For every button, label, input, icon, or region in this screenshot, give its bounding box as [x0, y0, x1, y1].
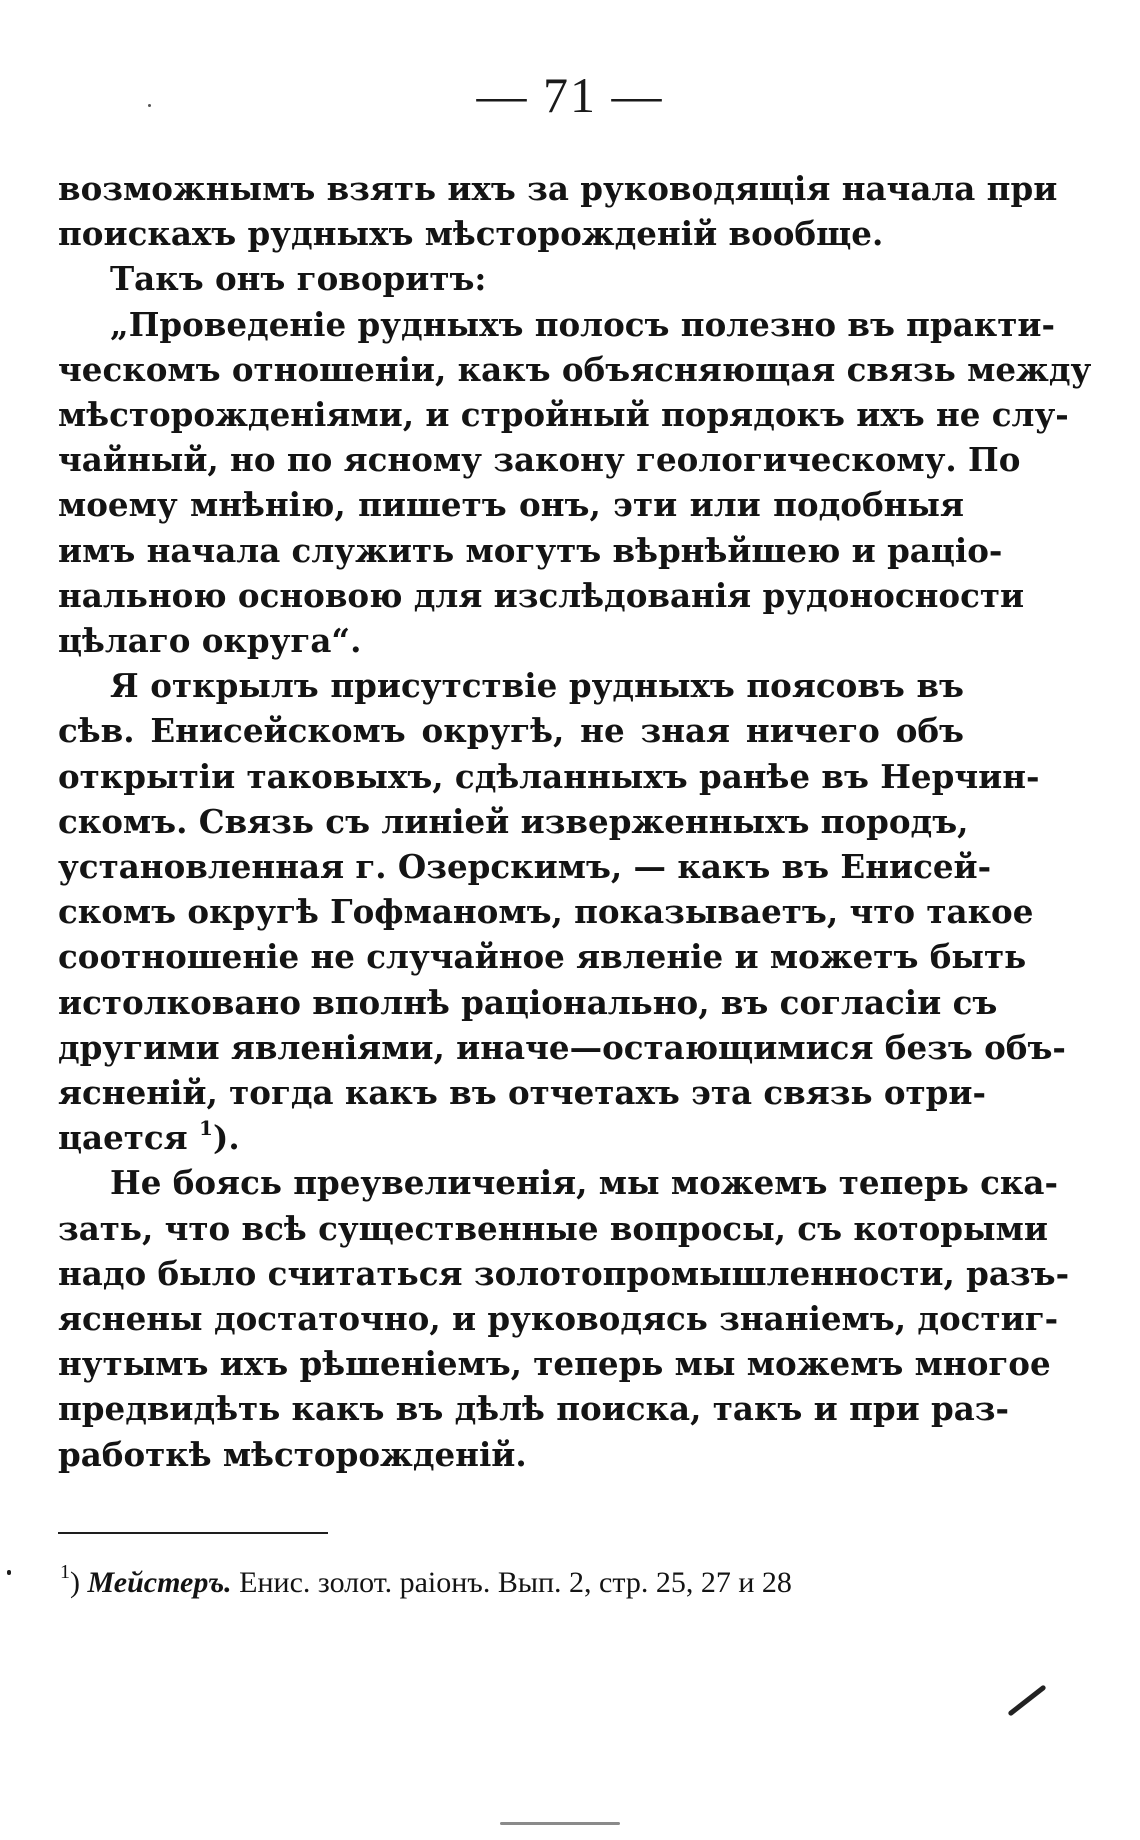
- text-line: предвидѣть какъ въ дѣлѣ поиска, такъ и при раз-: [58, 1389, 1010, 1429]
- text-line-fragment: цается: [58, 1118, 188, 1158]
- footnote-marker-close: ): [70, 1566, 80, 1599]
- footnote-reference[interactable]: 1: [199, 1116, 213, 1141]
- text-line: возможнымъ взять ихъ за руководящія начала при: [58, 169, 1058, 208]
- text-line: соотношеніе не случайное явленіе и можетъ быть: [58, 937, 1027, 977]
- ink-mark: [1007, 1684, 1046, 1716]
- footnote-marker: 1: [60, 1561, 70, 1583]
- scan-speck: [7, 1570, 11, 1575]
- text-line: установленная г. Озерскимъ, — какъ въ Енисей-: [58, 847, 992, 887]
- text-line: Я открылъ присутствіе рудныхъ поясовъ въ: [110, 666, 964, 706]
- body-text: [58, 166, 1092, 1477]
- text-line: поискахъ рудныхъ мѣсторожденій вообще.: [58, 214, 884, 254]
- text-line: истолковано вполнѣ раціонально, въ согласіи съ: [58, 982, 998, 1022]
- footnote-author: Мейстеръ.: [87, 1566, 232, 1599]
- footnote-reference-close: ).: [212, 1118, 240, 1158]
- quote-line: цѣлаго округа“.: [58, 621, 362, 661]
- scan-speck: [148, 104, 151, 107]
- quote-line: нальною основою для изслѣдованія рудоносности: [58, 575, 1025, 615]
- footnote-separator: [58, 1532, 328, 1534]
- text-line: зать, что всѣ существенные вопросы, съ которыми: [58, 1208, 1048, 1248]
- text-line: [58, 1115, 964, 1160]
- text-line: Не боясь преувеличенія, мы можемъ теперь ска-: [110, 1163, 1058, 1203]
- quote-line: чайный, но по ясному закону геологическому. По: [58, 440, 1021, 480]
- text-line: сѣв. Енисейскомъ округѣ, не зная ничего объ: [58, 711, 964, 751]
- text-line: ясненій, тогда какъ въ отчетахъ эта связь отри-: [58, 1073, 986, 1113]
- text-line: скомъ округѣ Гофманомъ, показываетъ, что такое: [58, 892, 1034, 932]
- footnote: [60, 1561, 792, 1600]
- text-line: работкѣ мѣсторожденій.: [58, 1434, 527, 1474]
- quote-line: ческомъ отношеніи, какъ объясняющая связь между: [58, 349, 1092, 389]
- footnote-text: Енис. золот. раіонъ. Вып. 2, стр. 25, 27 и 28: [239, 1566, 792, 1599]
- text-line: скомъ. Связь съ линіей изверженныхъ породъ,: [58, 801, 969, 841]
- scan-smudge: [500, 1822, 620, 1825]
- text-line: надо было считаться золотопромышленности, разъ-: [58, 1253, 1070, 1293]
- text-line: яснены достаточно, и руководясь знаніемъ, достиг-: [58, 1299, 1059, 1339]
- quote-line: моему мнѣнію, пишетъ онъ, эти или подобныя: [58, 485, 964, 525]
- quote-line: „Проведеніе рудныхъ полосъ полезно въ практи-: [110, 304, 1055, 344]
- page-number: — 71 —: [476, 67, 664, 123]
- quote-line: мѣсторожденіями, и стройный порядокъ ихъ не слу-: [58, 395, 1069, 435]
- text-line: Такъ онъ говоритъ:: [110, 259, 487, 299]
- text-line: другими явленіями, иначе—остающимися безъ объ-: [58, 1027, 1066, 1067]
- text-line: открытіи таковыхъ, сдѣланныхъ ранѣе въ Нерчин-: [58, 756, 1040, 796]
- quote-line: имъ начала служить могутъ вѣрнѣйшею и раціо-: [58, 530, 1003, 570]
- text-line: нутымъ ихъ рѣшеніемъ, теперь мы можемъ многое: [58, 1344, 1051, 1384]
